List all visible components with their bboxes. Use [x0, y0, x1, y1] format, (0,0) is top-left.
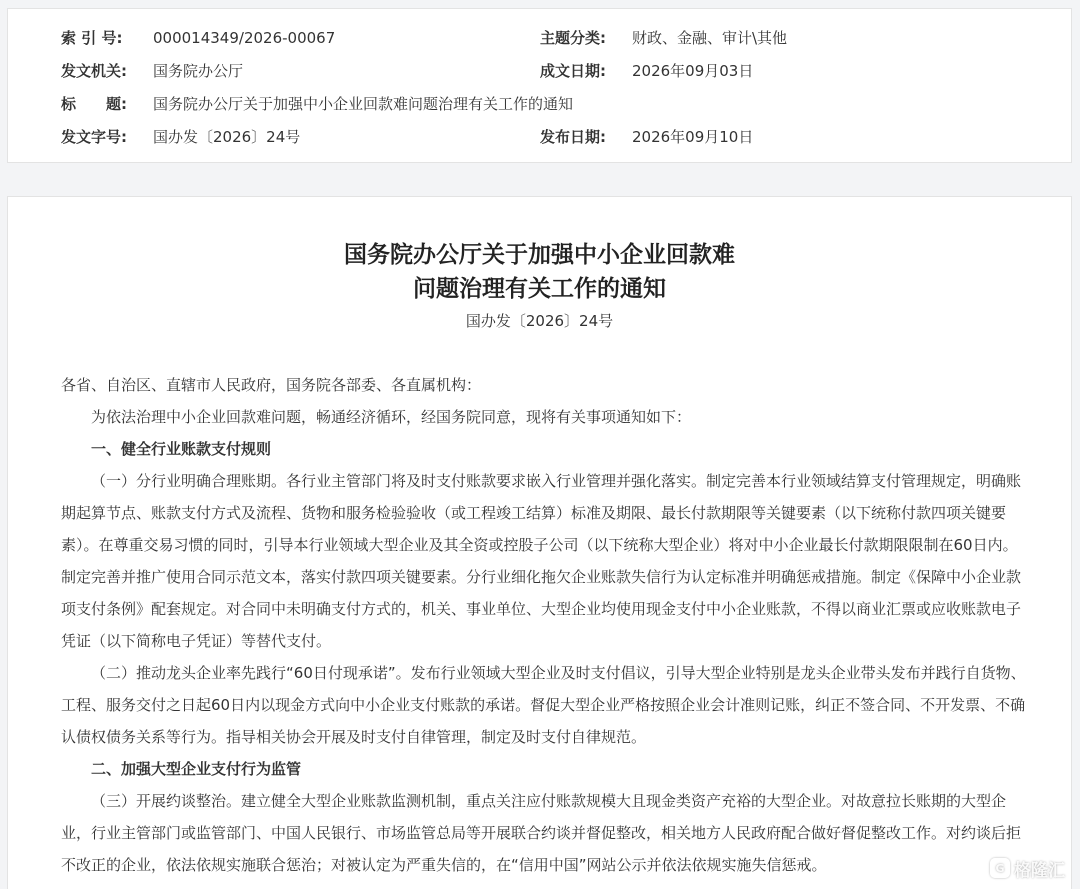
title-label: 标 题: — [61, 95, 127, 113]
document-title-line1: 国务院办公厅关于加强中小企业回款难 — [344, 242, 735, 268]
intro-paragraph: 为依法治理中小企业回款难问题，畅通经济循环，经国务院同意，现将有关事项通知如下： — [91, 408, 692, 426]
meta-row-index — [8, 23, 1071, 53]
topic-value: 财政、金融、审计\其他 — [632, 29, 788, 47]
section-heading-1: 一、健全行业账款支付规则 — [91, 440, 272, 458]
issuer-value: 国务院办公厅 — [153, 62, 244, 80]
docno-value: 国办发〔2026〕24号 — [153, 128, 301, 146]
document-number: 国办发〔2026〕24号 — [465, 312, 614, 330]
watermark — [990, 853, 1065, 883]
publish-label: 发布日期: — [540, 128, 606, 146]
document-metadata-panel — [7, 8, 1072, 163]
watermark-text: 格隆汇 — [1014, 860, 1065, 881]
topic-label: 主题分类: — [540, 29, 606, 47]
issuer-label: 发文机关: — [61, 62, 127, 80]
publish-value: 2026年09月10日 — [632, 128, 754, 146]
section-heading-2: 二、加强大型企业支付行为监管 — [91, 760, 302, 778]
index-label: 索 引 号: — [61, 29, 123, 47]
g-logo-icon: G — [990, 858, 1010, 878]
date-written-label: 成文日期: — [540, 62, 606, 80]
document-body-panel — [7, 196, 1072, 889]
paragraph-1: （一）分行业明确合理账期。各行业主管部门将及时支付账款要求嵌入行业管理并强化落实。制定完善本行业领域结算支付管理规定，明确账期起算节点、账款支付方式及流程、货物和服务检验验收（或工程竣工结算）标准及期限、最长付款期限等关键要素（以下统称付款四项关键要素）。在尊重交易习惯的同时，引导本行业领域大型企业及其全资或控股子公司（以下统称大型企业）将对中小企业最长付款期限限制在60日内。制定完善并推广使用合同示范文本，落实付款四项关键要素。分行业细化拖欠企业账款失信行为认定标准并明确惩戒措施。制定《保障中小企业款项支付条例》配套规定。对合同中未明确支付方式的，机关、事业单位、大型企业均使用现金支付中小企业账款，不得以商业汇票或应收账款电子凭证（以下简称电子凭证）等替代支付。 — [61, 472, 1022, 650]
paragraph-3: （三）开展约谈整治。建立健全大型企业账款监测机制，重点关注应付账款规模大且现金类资产充裕的大型企业。对故意拉长账期的大型企业，行业主管部门或监管部门、中国人民银行、市场监管总局等开展联合约谈并督促整改，相关地方人民政府配合做好督促整改工作。对约谈后拒不改正的企业，依法依规实施联合惩治；对被认定为严重失信的，在“信用中国”网站公示并依法依规实施失信惩戒。 — [61, 792, 1022, 874]
paragraph-2: （二）推动龙头企业率先践行“60日付现承诺”。发布行业领域大型企业及时支付倡议，引导大型企业特别是龙头企业带头发布并践行自货物、工程、服务交付之日起60日内以现金方式向中小企业支付账款的承诺。督促大型企业严格按照企业会计准则记账，纠正不签合同、不开发票、不确认债权债务关系等行为。指导相关协会开展及时支付自律管理，制定及时支付自律规范。 — [61, 664, 1026, 746]
document-content — [61, 369, 1027, 881]
title-value: 国务院办公厅关于加强中小企业回款难问题治理有关工作的通知 — [153, 95, 574, 113]
document-title-line2: 问题治理有关工作的通知 — [413, 276, 666, 302]
meta-row-title — [8, 89, 1071, 119]
meta-row-docno — [8, 122, 1071, 152]
index-value: 000014349/2026-00067 — [153, 29, 336, 47]
salutation: 各省、自治区、直辖市人民政府，国务院各部委、各直属机构： — [61, 376, 482, 394]
meta-row-issuer — [8, 56, 1071, 86]
date-written-value: 2026年09月03日 — [632, 62, 754, 80]
docno-label: 发文字号: — [61, 128, 127, 146]
